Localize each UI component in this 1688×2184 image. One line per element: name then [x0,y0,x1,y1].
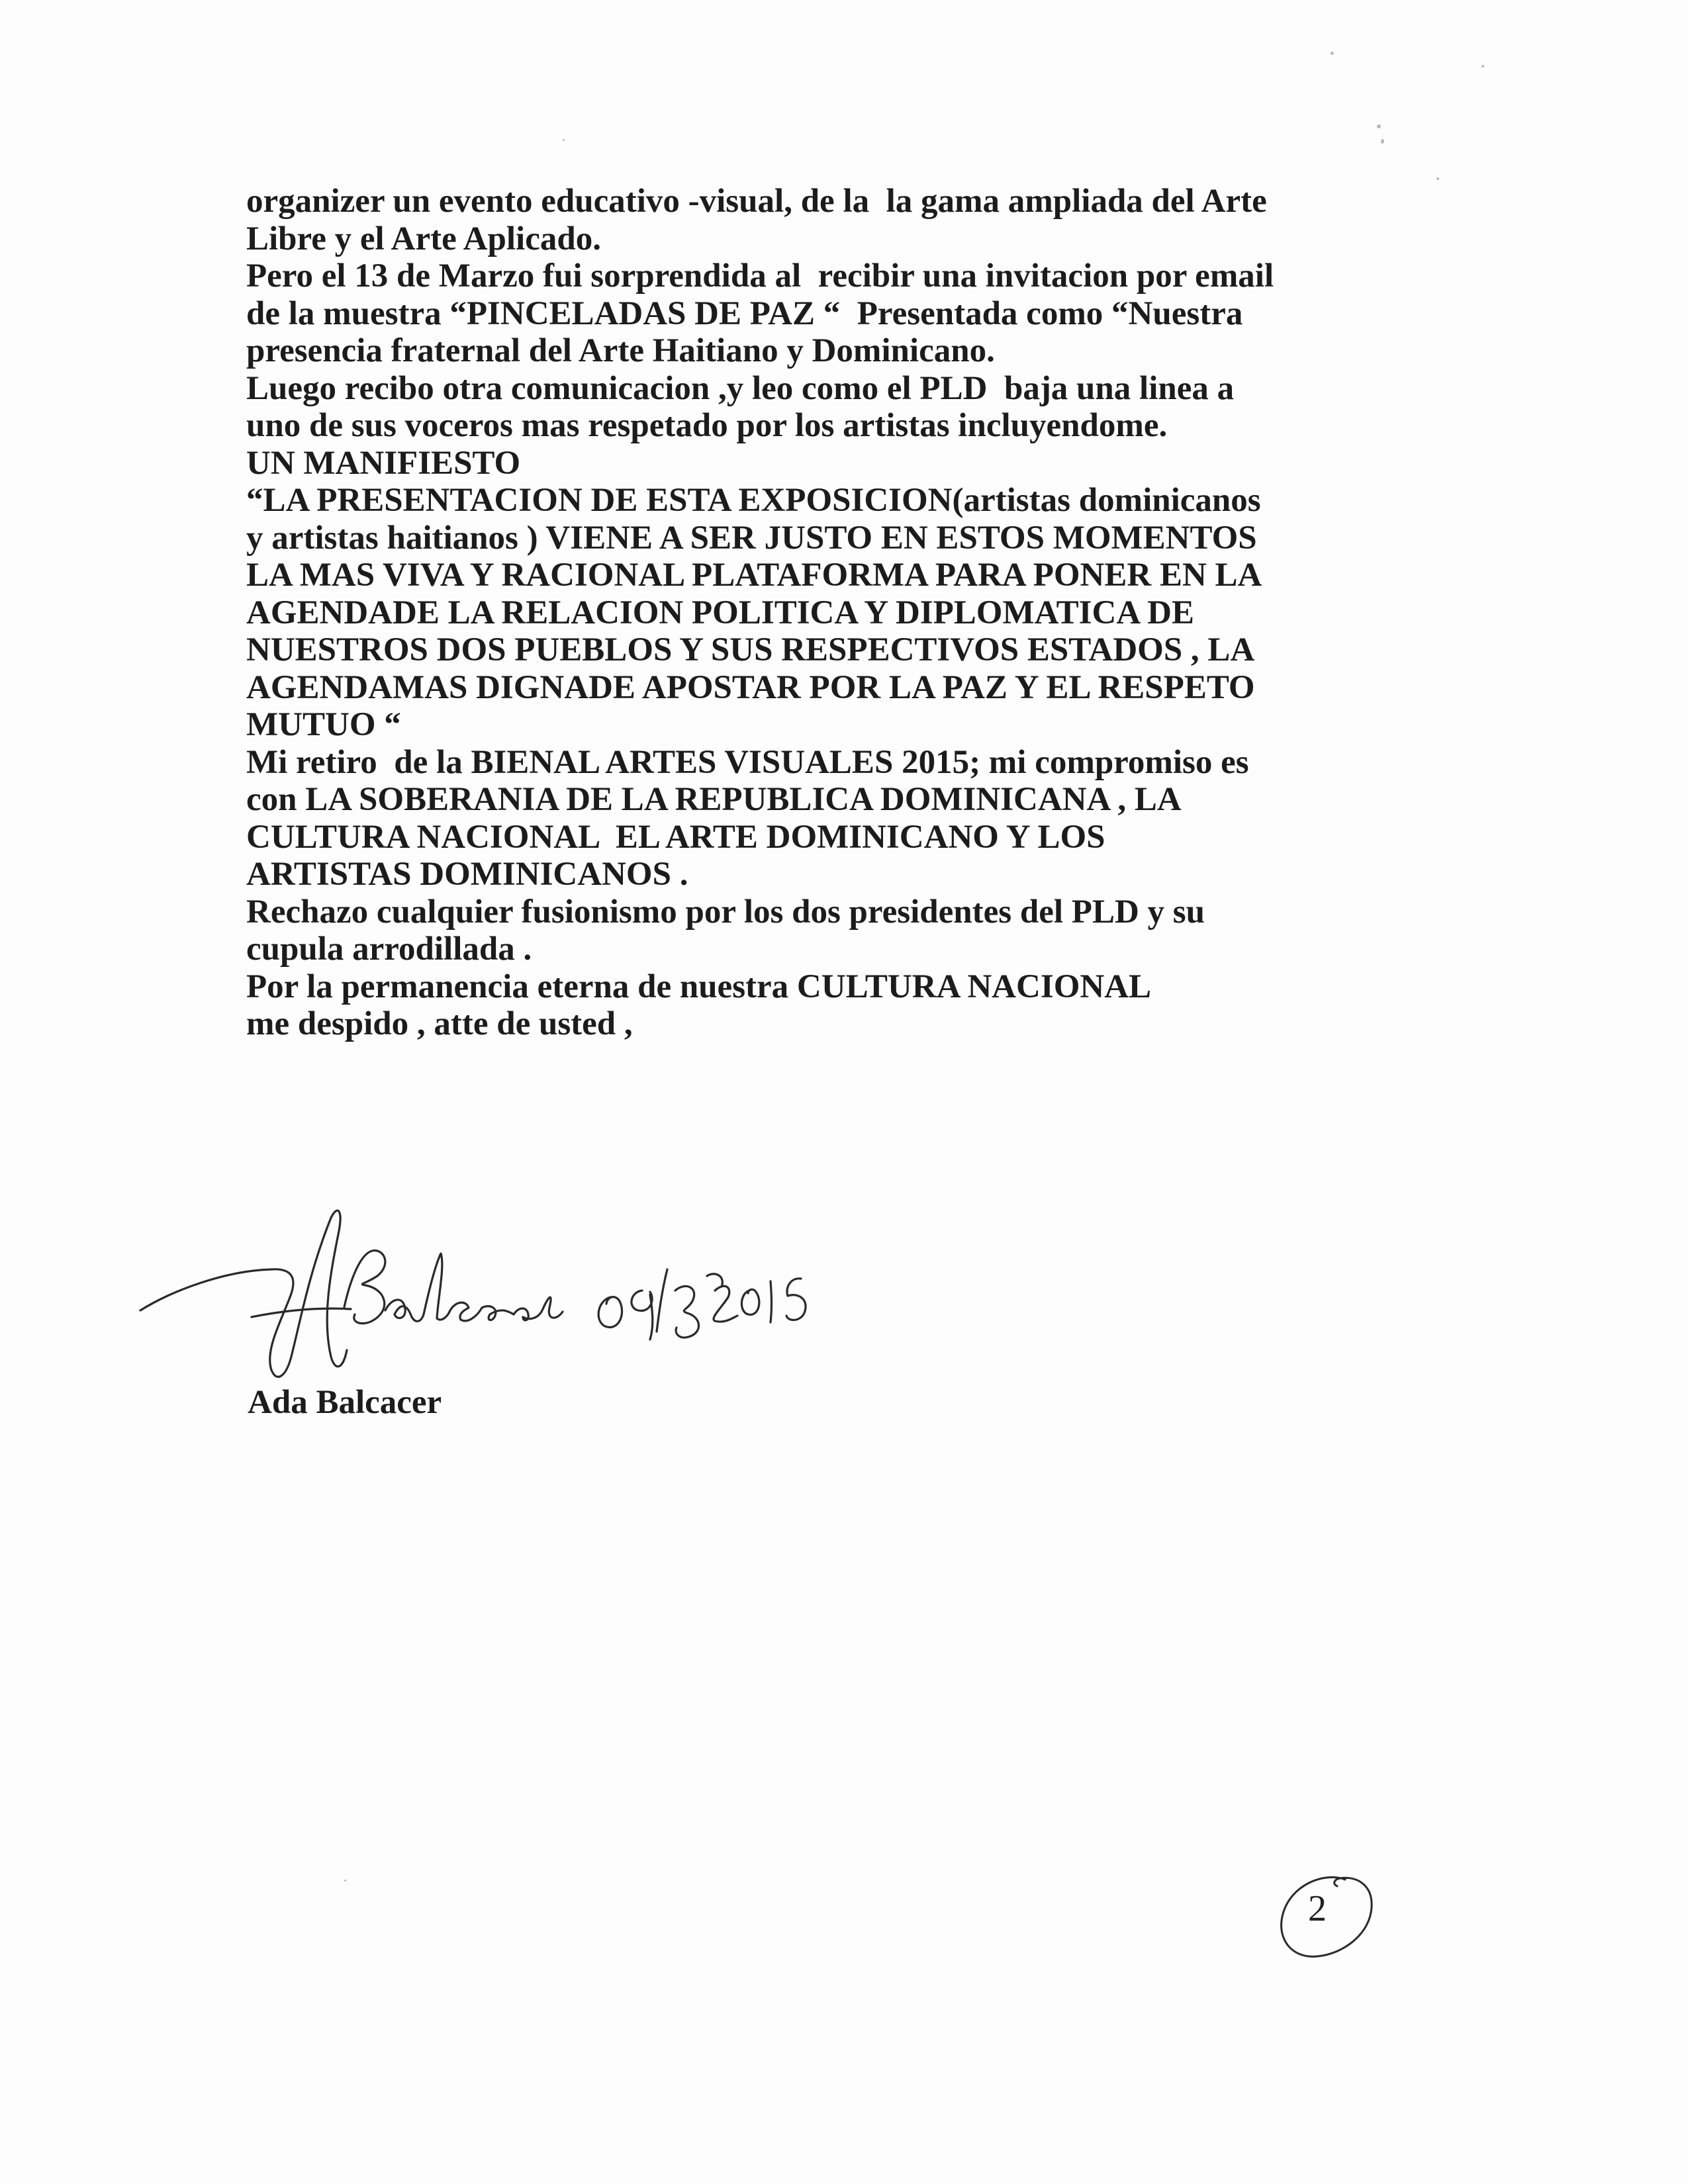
scan-speck [563,139,565,141]
letter-line: Luego recibo otra comunicacion ,y leo como el PLD baja una linea a [246,369,1235,407]
letter-line: Por la permanencia eterna de nuestra CULTURA NACIONAL [246,968,1152,1005]
letter-line: AGENDAMAS DIGNADE APOSTAR POR LA PAZ Y EL RESPETO [246,668,1255,706]
letter-line: CULTURA NACIONAL EL ARTE DOMINICANO Y LOS [246,818,1105,856]
letter-line: ARTISTAS DOMINICANOS . [246,856,688,893]
scan-speck [1377,124,1381,128]
letter-line: Rechazo cualquier fusionismo por los dos presidentes del PLD y su [246,893,1205,931]
scan-speck [1436,177,1439,180]
letter-line: organizer un evento educativo -visual, de la la gama ampliada del Arte [246,183,1267,220]
scan-speck [344,1880,346,1882]
signer-name: Ada Balcacer [248,1384,442,1421]
letter-line: MUTUO “ [246,706,401,743]
letter-line: LA MAS VIVA Y RACIONAL PLATAFORMA PARA PONER EN LA [246,557,1262,594]
letter-line: y artistas haitianos ) VIENE A SER JUSTO EN ESTOS MOMENTOS [246,519,1257,557]
letter-line: de la muestra “PINCELADAS DE PAZ “ Presentada como “Nuestra [246,295,1243,332]
letter-body [246,183,1504,1043]
letter-line: presencia fraternal del Arte Haitiano y Dominicano. [246,332,995,369]
letter-line: NUESTROS DOS PUEBLOS Y SUS RESPECTIVOS ESTADOS , LA [246,631,1255,668]
scan-speck [1381,139,1384,144]
letter-line: UN MANIFIESTO [246,444,521,482]
letter-line: uno de sus voceros mas respetado por los artistas incluyendome. [246,407,1168,444]
letter-line: me despido , atte de usted , [246,1005,633,1042]
handwritten-signature [132,1191,927,1390]
letter-line: con LA SOBERANIA DE LA REPUBLICA DOMINICANA , LA [246,781,1182,818]
scan-speck [1331,52,1334,55]
letter-line: Pero el 13 de Marzo fui sorprendida al recibir una invitacion por email [246,257,1274,295]
letter-line: cupula arrodillada . [246,931,532,968]
letter-line: Mi retiro de la BIENAL ARTES VISUALES 2015; mi compromiso es [246,743,1249,781]
letter-line: “LA PRESENTACION DE ESTA EXPOSICION(artistas dominicanos [246,482,1261,519]
scan-speck [1481,65,1484,68]
letter-line: AGENDADE LA RELACION POLITICA Y DIPLOMATICA DE [246,594,1194,631]
letter-line: Libre y el Arte Aplicado. [246,220,601,257]
page-number: 2 [1308,1888,1327,1929]
page-number-circle [1271,1866,1383,1966]
